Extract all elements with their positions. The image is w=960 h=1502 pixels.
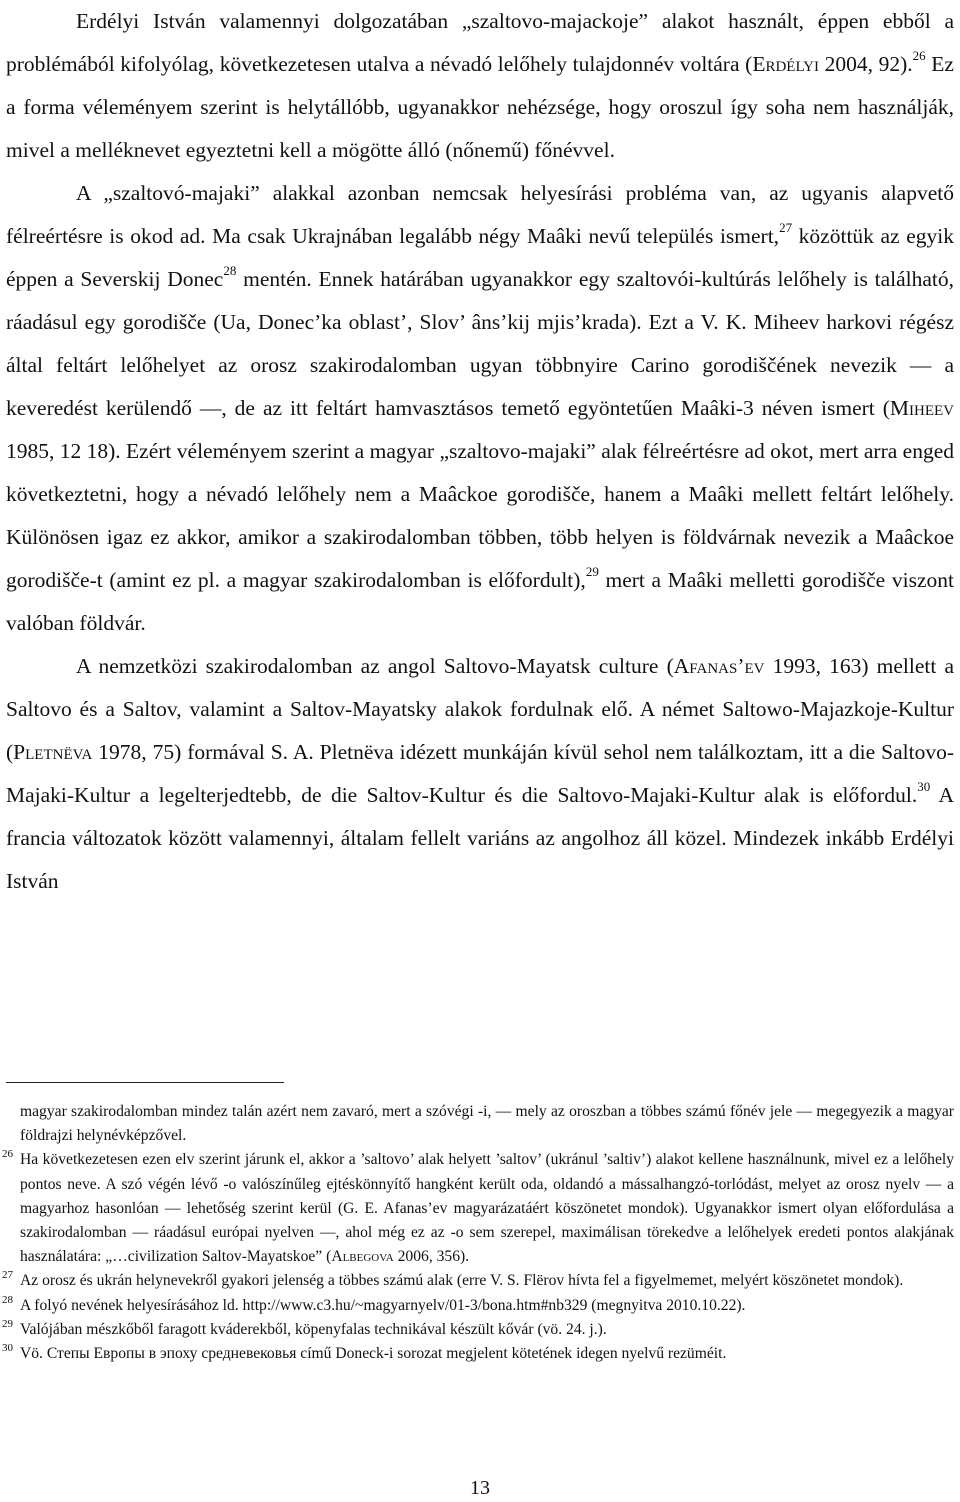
footnote-29: [2, 1317, 954, 1342]
author-name: Erdélyi: [752, 52, 819, 76]
text-run: 1978, 75) formával S. A. Pletnëva idézett munkáján kívül sehol nem találkoztam, itt a die Saltovo-Majaki-Kultur a legelterjedtebb, de die Saltov-Kultur és die Saltovo-Majaki-Kultur alak is előfordul.: [6, 740, 954, 807]
text-run: Ez a forma véleményem szerint is helytállóbb, ugyanakkor nehézsége, hogy oroszul így soha nem használják, mivel a melléknevet egyeztetni kell a mögötte álló (nőnemű) főnévvel.: [6, 52, 954, 162]
text-run: 1985, 12 18). Ezért véleményem szerint a magyar „szaltovo-majaki” alak félreértésre ad okot, mert arra enged következtetni, hogy a névadó lelőhely nem a Maâckoe gorodišče, hanem a Maâki mellett feltárt lelőhely. Különösen igaz ez akkor, amikor a szakirodalomban többen, több helyen is földvárnak nevezik a Maâckoe gorodišče-t (amint ez pl. a magyar szakirodalomban is előfordult),: [6, 439, 954, 592]
footnote-30: [2, 1342, 954, 1366]
footnote-ref[interactable]: 29: [585, 564, 599, 579]
footnote-27: [2, 1269, 954, 1293]
text-run: A francia változatok között valamennyi, általam fellelt variáns az angolhoz áll közel. Mindezek inkább Erdélyi István: [6, 783, 954, 893]
paragraph-1: [6, 0, 954, 172]
text-run: közöttük az egyik éppen a Severskij Donec: [6, 224, 954, 291]
footnote-number: 26: [2, 1148, 13, 1161]
text-run: A nemzetközi szakirodalomban az angol Saltovo-Mayatsk culture (: [76, 654, 674, 678]
footnote-divider: [6, 1082, 284, 1083]
author-name: Pletnëva: [13, 740, 93, 764]
text-run: 2004, 92).: [818, 52, 913, 76]
text-run: 1993, 163) mellett a Saltovo és a Saltov, valamint a Saltov-Mayatsky alakok fordulnak elő. A német Saltowo-Majazkoje-Kultur (: [6, 654, 955, 764]
text-run: mentén. Ennek határában ugyanakkor egy szaltovói-kultúrás lelőhely is található, ráadásul egy gorodišče (Ua, Donec’ka oblast’, Slov’ âns’kij mjis’krada). Ezt a V. K. Miheev harkovi régész által feltárt lelőhelyet az orosz szakirodalomban ugyan többnyire Carino gorodiščének nevezik ― a keveredést kerülendő ―, de az itt feltárt hamvasztásos temető egyöntetűen Maâki-3 néven ismert (: [6, 267, 954, 420]
footnote-ref[interactable]: 30: [917, 779, 931, 794]
footnote-ref[interactable]: 26: [912, 48, 926, 63]
footnote-26: [2, 1148, 954, 1269]
footnote-continuation: magyar szakirodalomban mindez talán azért nem zavaró, mert a szóvégi -i, ― mely az oroszban a többes számú főnév jele ― megegyezik a magyar földrajzi helynévképzővel.: [20, 1103, 954, 1145]
paragraph-2: [6, 172, 954, 645]
footnote-ref[interactable]: 28: [223, 263, 237, 278]
text-run: Erdélyi István valamennyi dolgozatában „szaltovo-majackoje” alakot használt, éppen ebből a problémából kifolyólag, következetesen utalva a névadó lelőhely tulajdonnév voltára (: [6, 9, 954, 76]
footnote-text: A folyó nevének helyesírásához ld. http://www.c3.hu/~magyarnyelv/01-3/bona.htm#nb329 (megnyitva 2010.10.22).: [20, 1296, 746, 1314]
footnote-number: 28: [2, 1293, 13, 1306]
main-text: [6, 0, 954, 903]
footnote-ref[interactable]: 27: [779, 220, 793, 235]
footnote-text: 2006, 356).: [393, 1248, 470, 1266]
footnote-28: [2, 1293, 954, 1318]
page-number: 13: [470, 1477, 490, 1499]
footnote-text: Vö. Степы Европы в эпоху средневековья című Doneck-i sorozat megjelent kötetének idegen nyelvű rezüméit.: [20, 1345, 727, 1363]
footnote-text: Ha következetesen ezen elv szerint járunk el, akkor a ’saltovo’ alak helyett ’saltov’ (ukránul ’saltiv’) alakot kellene használnunk, mivel ez a lelőhely pontos neve. A szó végén lévő -o valószínűleg ejtéskönnyítő hangként került oda, oldandó a mássalhangzó-torlódást, melyet az orosz nyelv ― a magyarhoz hasonlóan ― lehetőség szerint kerül (G. E. Afanas’ev magyarázatáért köszönetet mondok). Ugyanakkor ismert olyan előfordulása a szakirodalomban ― ráadásul európai nyelven ―, ahol még ez az -o sem szerepel, maximálisan törekedve a lelőhelyek eredeti pontos alakjának használatára: „…civilization Saltov-Mayatskoe” (: [20, 1151, 954, 1266]
footnote-number: 27: [2, 1269, 13, 1282]
text-run: mert a Maâki melletti gorodišče viszont valóban földvár.: [6, 568, 954, 635]
paragraph-3: [6, 645, 954, 903]
footnotes: [2, 1100, 954, 1366]
author-name: Albegova: [331, 1248, 394, 1266]
footnote-number: 30: [2, 1342, 13, 1355]
author-name: Afanas’ev: [673, 654, 765, 678]
footnote-number: 29: [2, 1317, 13, 1330]
text-run: A „szaltovó-majaki” alakkal azonban nemcsak helyesírási probléma van, az ugyanis alapvető félreértésre is okod ad. Ma csak Ukrajnában legalább négy Maâki nevű település ismert,: [6, 181, 954, 248]
footnote-text: Az orosz és ukrán helynevekről gyakori jelenség a többes számú alak (erre V. S. Flërov hívta fel a figyelmemet, melyért köszönetet mondok).: [20, 1272, 904, 1290]
footnote-text: Valójában mészkőből faragott kváderekből, köpenyfalas technikával készült kővár (vö. 24. j.).: [20, 1320, 607, 1338]
author-name: Miheev: [889, 396, 954, 420]
